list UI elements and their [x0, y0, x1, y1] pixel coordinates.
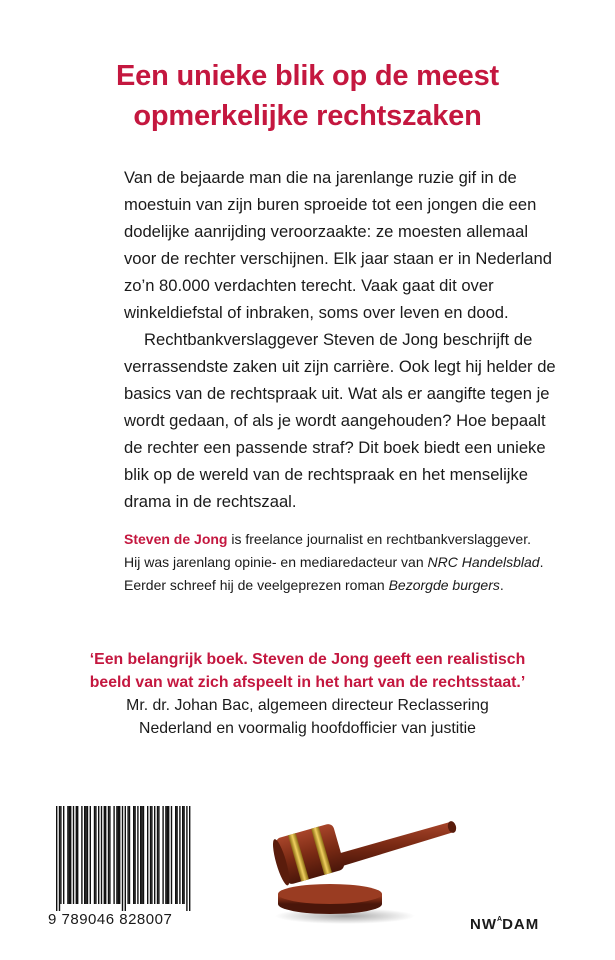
author-bio-line-1 [124, 528, 574, 551]
barcode-bar [134, 806, 135, 904]
barcode-bar [157, 806, 158, 904]
publisher-logo-post: DAM [502, 916, 540, 933]
author-bio-line-2 [124, 551, 574, 574]
barcode-bar [67, 806, 68, 904]
author-bio-line-3-end: . [499, 577, 504, 593]
barcode-bar [140, 806, 141, 904]
novel-title: Bezorgde burgers [388, 577, 500, 593]
barcode-bar [182, 806, 183, 904]
gavel-icon [260, 808, 460, 933]
barcode-bar [158, 806, 159, 904]
barcode-bar [165, 806, 166, 904]
barcode-bar [69, 806, 70, 904]
barcode-bar [183, 806, 184, 904]
headline-line-1: Een unieke blik op de meest [116, 60, 499, 92]
quote-attribution-1: Mr. dr. Johan Bac, algemeen directeur Reclassering [126, 697, 489, 714]
author-bio-line-3-text: Eerder schreef hij de veelgeprezen roman [124, 577, 389, 593]
barcode-bar [151, 806, 152, 904]
barcode-bar [176, 806, 177, 904]
barcode-bar [90, 806, 91, 904]
author-bio [124, 528, 574, 597]
blurb-paragraph-1: Van de bejaarde man die na jarenlange ruzie gif in de moestuin van zijn buren sproeide tot een jongen die een dodelijke aanrijding veroorzaakte: ze moesten allemaal voor de rechter verschijnen. Elk jaar staan er in Nederland zo’n 80.000 verdachten terecht. Vaak gaat dit over winkeldiefstal of inbraken, soms over leven en dood. [124, 168, 552, 322]
barcode-bar [98, 806, 99, 904]
author-name: Steven de Jong [124, 531, 228, 547]
barcode-bar [105, 806, 106, 904]
barcode-bar [129, 806, 130, 904]
barcode-bar [109, 806, 110, 904]
barcode-bar [137, 806, 138, 904]
barcode-bar [122, 806, 123, 912]
barcode-bars [48, 806, 198, 912]
barcode-bar [108, 806, 109, 904]
author-bio-line-2-end: . [539, 554, 544, 570]
newspaper-title: NRC Handelsblad [427, 554, 540, 570]
cover-headline [40, 56, 575, 136]
barcode-bar [118, 806, 119, 904]
barcode-bar [56, 806, 57, 912]
barcode-bar [60, 806, 61, 904]
author-bio-line-2-text: Hij was jarenlang opinie- en mediaredacteur van [124, 554, 428, 570]
barcode-bar [81, 806, 82, 904]
barcode-bar [101, 806, 102, 904]
barcode-bar [63, 806, 64, 904]
barcode-bar [127, 806, 128, 904]
book-blurb [124, 164, 564, 515]
publisher-logo-pre: NW [470, 916, 497, 933]
barcode-icon [48, 806, 198, 928]
publisher-logo [470, 916, 539, 933]
barcode-bar [119, 806, 120, 904]
barcode-bar [95, 806, 96, 904]
quote-attribution-2: Nederland en voormalig hoofdofficier van justitie [139, 720, 476, 737]
barcode-bar [167, 806, 168, 904]
isbn-number: 9 789046 828007 [48, 911, 208, 928]
barcode-bar [154, 806, 155, 904]
quote-line-2: beeld van wat zich afspeelt in het hart van de rechtsstaat.’ [89, 674, 526, 691]
barcode-bar [85, 806, 86, 904]
barcode-bar [116, 806, 117, 904]
barcode-bar [133, 806, 134, 904]
barcode-bar [76, 806, 77, 904]
barcode-bar [84, 806, 85, 904]
author-bio-line-3 [124, 574, 574, 597]
barcode-bar [150, 806, 151, 904]
barcode-bar [87, 806, 88, 904]
barcode-bar [189, 806, 190, 912]
barcode-bar [77, 806, 78, 904]
barcode-bar [104, 806, 105, 904]
barcode-bar [125, 806, 126, 912]
barcode-bar [143, 806, 144, 904]
barcode-bar [94, 806, 95, 904]
barcode-bar [113, 806, 114, 904]
author-bio-line-1-text: is freelance journalist en rechtbankverslaggever. [227, 531, 531, 547]
quote-line-1: ‘Een belangrijk boek. Steven de Jong geeft een realistisch [89, 651, 526, 668]
barcode-bar [179, 806, 180, 904]
review-quote [20, 648, 595, 740]
barcode-bar [59, 806, 60, 912]
headline-line-2: opmerkelijke rechtszaken [133, 100, 482, 132]
blurb-paragraph-2: Rechtbankverslaggever Steven de Jong beschrijft de verrassendste zaken uit zijn carrière. Ook legt hij helder de basics van de rechtspraak uit. Wat als er aangifte tegen je wordt gedaan, of als je wordt aangehouden? Hoe bepaalt de rechter een passende straf? Dit boek biedt een unieke blik op de wereld van de rechtspraak en het menselijke drama in de rechtszaal. [124, 330, 556, 511]
barcode-bar [186, 806, 187, 912]
publisher-logo-sup: A [497, 916, 503, 923]
barcode-bar [147, 806, 148, 904]
barcode-bar [175, 806, 176, 904]
barcode-bar [171, 806, 172, 904]
barcode-bar [168, 806, 169, 904]
barcode-bar [70, 806, 71, 904]
barcode-bar [141, 806, 142, 904]
barcode-bar [162, 806, 163, 904]
barcode-bar [73, 806, 74, 904]
